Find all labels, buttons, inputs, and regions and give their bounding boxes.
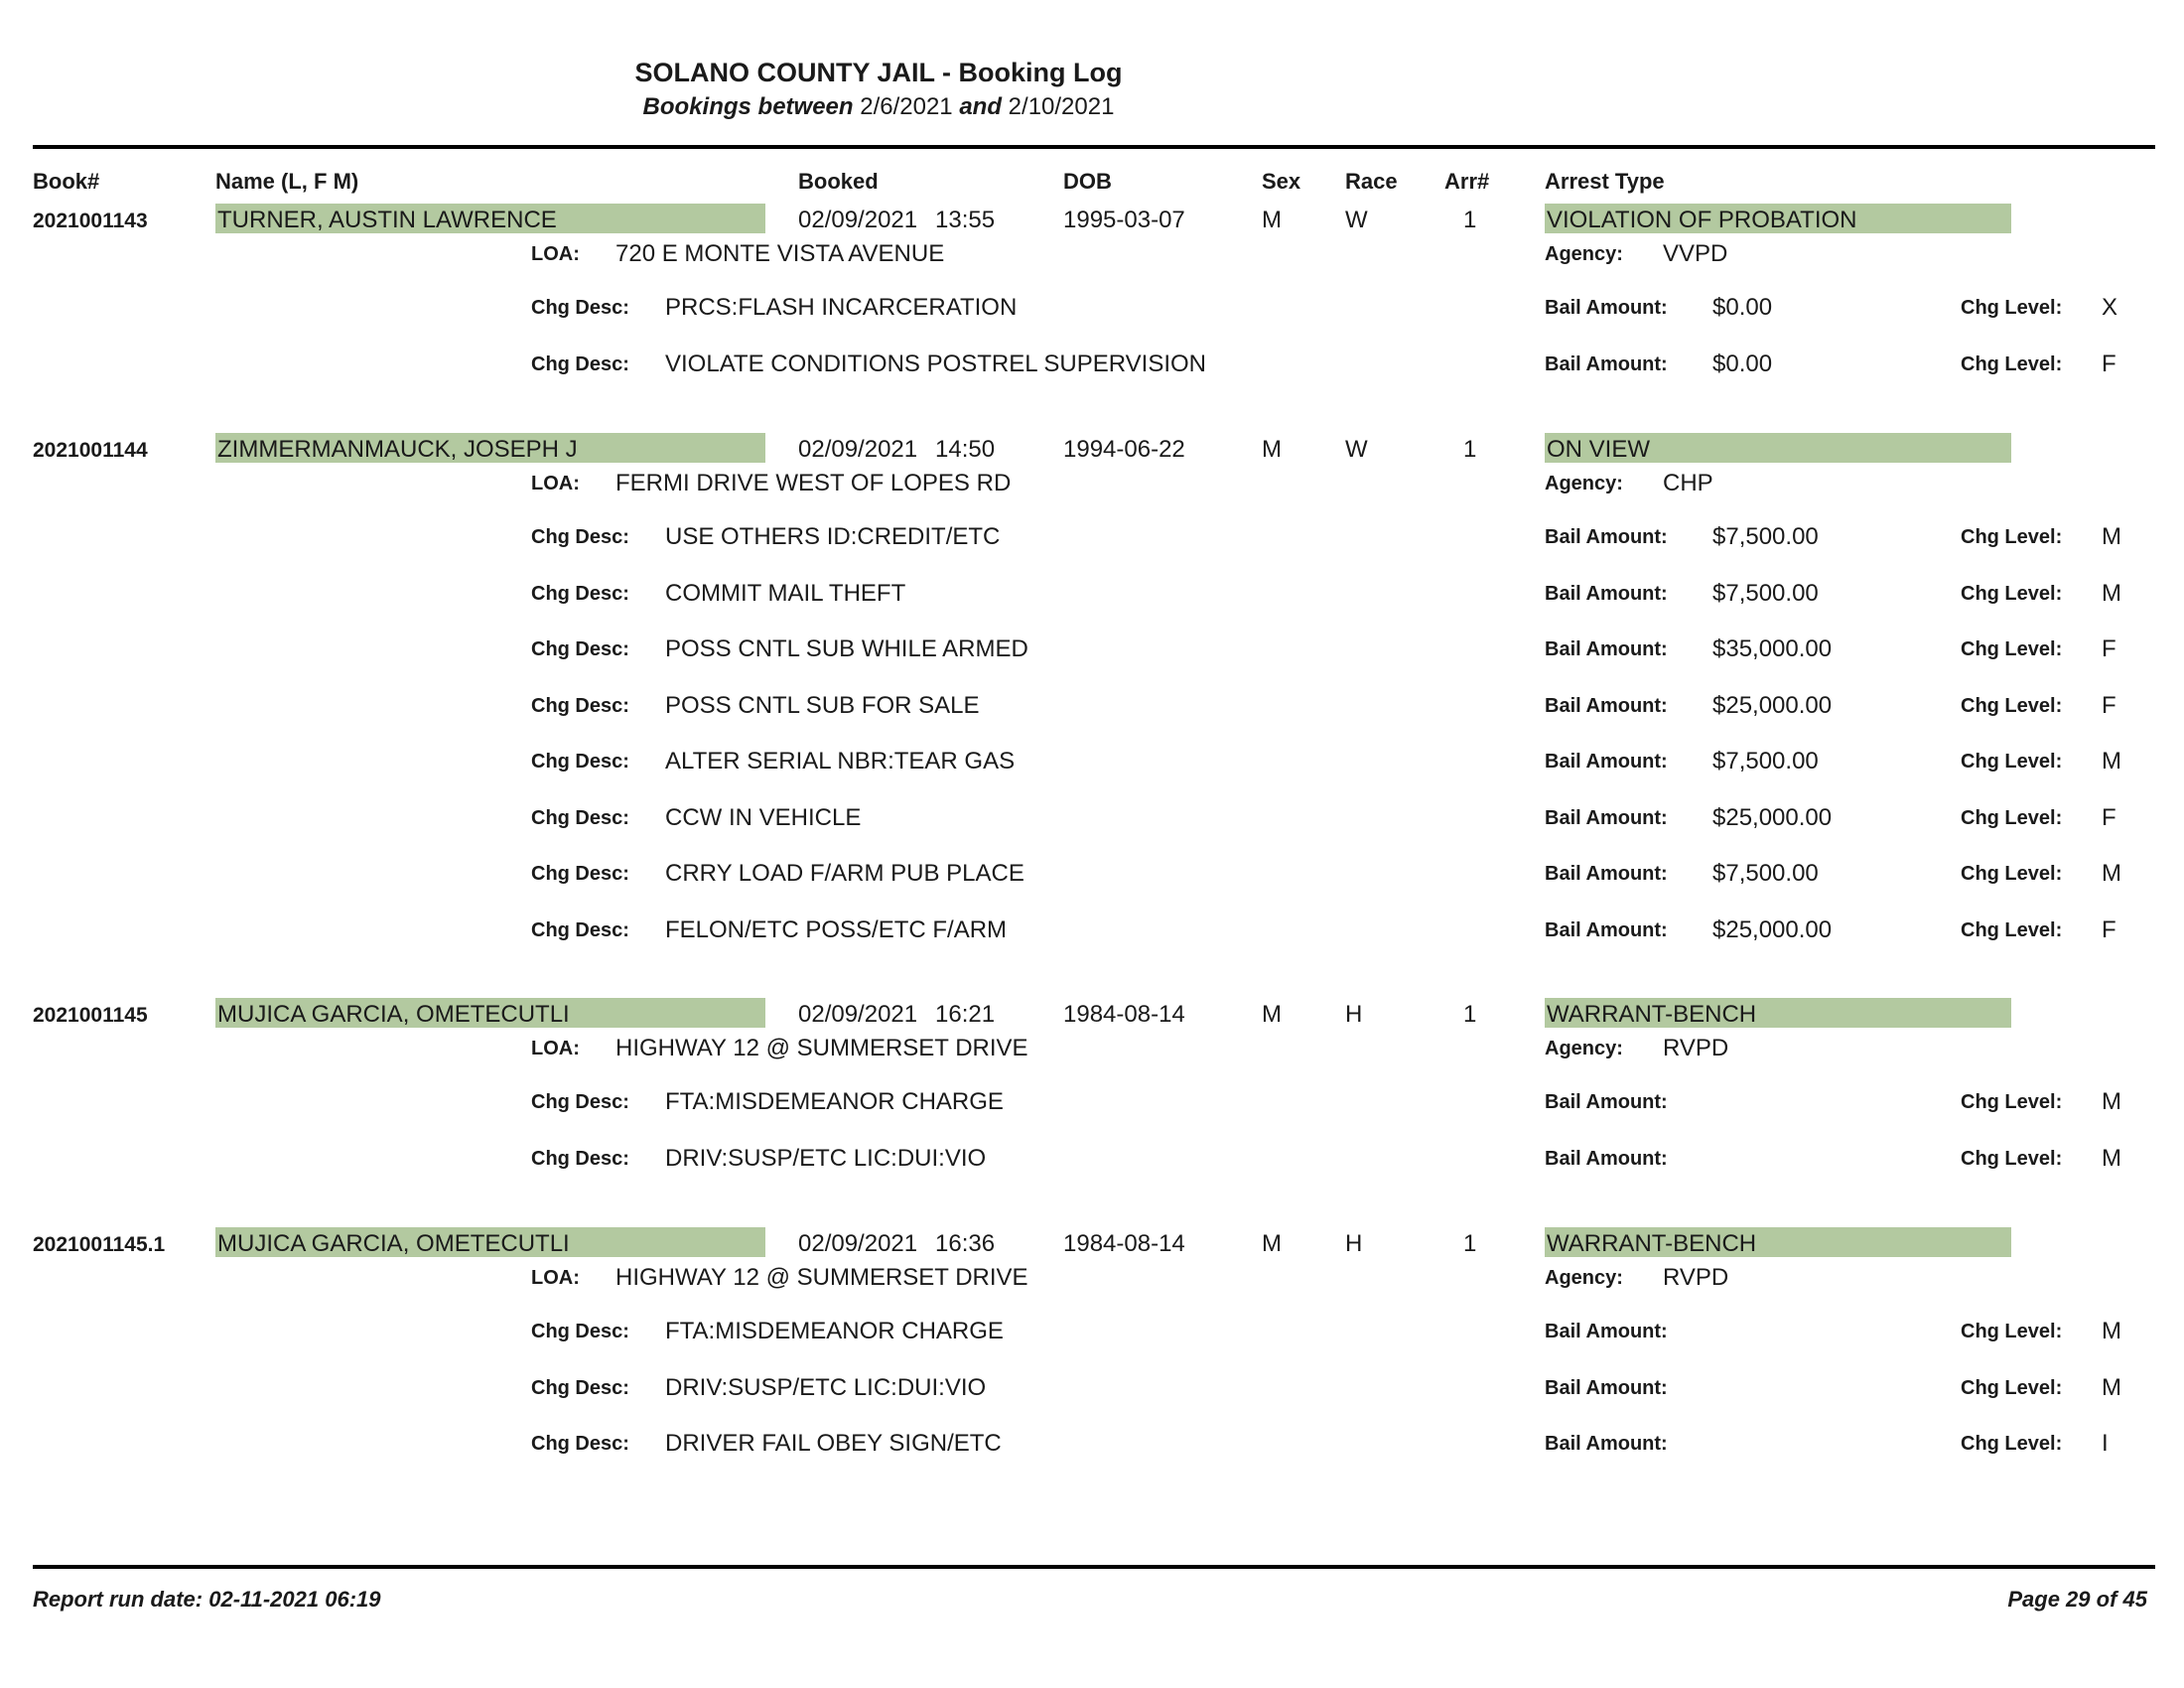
charge-description: DRIV:SUSP/ETC LIC:DUI:VIO (665, 1373, 987, 1401)
arrest-type: VIOLATION OF PROBATION (1547, 207, 1857, 233)
charge-description: PRCS:FLASH INCARCERATION (665, 294, 1018, 321)
arrest-count: 1 (1463, 1230, 1477, 1257)
charge-description: DRIV:SUSP/ETC LIC:DUI:VIO (665, 1144, 987, 1172)
race: W (1345, 436, 1368, 463)
col-name: Name (L, F M) (215, 169, 359, 194)
chg-desc-label: Chg Desc: (531, 1433, 629, 1455)
end-date: 2/10/2021 (1008, 93, 1115, 120)
chg-level-label: Chg Level: (1961, 1147, 2063, 1170)
bail-amount-label: Bail Amount: (1545, 751, 1668, 773)
chg-level-label: Chg Level: (1961, 1433, 2063, 1455)
arrest-type: WARRANT-BENCH (1547, 1001, 1757, 1028)
bail-amount-label: Bail Amount: (1545, 806, 1668, 829)
col-booked: Booked (798, 169, 879, 194)
booked-date: 02/09/2021 (798, 436, 918, 463)
chg-level-label: Chg Level: (1961, 638, 2063, 660)
chg-desc-label: Chg Desc: (531, 526, 629, 548)
booked-date: 02/09/2021 (798, 1230, 918, 1257)
chg-level-label: Chg Level: (1961, 1376, 2063, 1399)
charge-description: ALTER SERIAL NBR:TEAR GAS (665, 748, 1016, 774)
dob: 1984-08-14 (1063, 1001, 1185, 1028)
booking-name-highlight (215, 433, 765, 463)
start-date: 2/6/2021 (860, 93, 953, 120)
chg-desc-label: Chg Desc: (531, 638, 629, 660)
arrest-type-highlight (1545, 998, 2011, 1028)
agency-label: Agency: (1545, 243, 1623, 265)
dob: 1984-08-14 (1063, 1230, 1185, 1257)
report-subtitle (0, 93, 1757, 121)
loa-value: HIGHWAY 12 @ SUMMERSET DRIVE (615, 1035, 1028, 1061)
booking-number: 2021001144 (33, 439, 148, 462)
col-arrest-type: Arrest Type (1545, 169, 1665, 194)
bail-amount-label: Bail Amount: (1545, 863, 1668, 885)
arrest-type-highlight (1545, 204, 2011, 233)
bail-amount-label: Bail Amount: (1545, 526, 1668, 548)
agency-value: RVPD (1663, 1264, 1729, 1291)
header-rule (33, 145, 2155, 149)
charge-level: F (2102, 691, 2116, 719)
dob: 1994-06-22 (1063, 436, 1185, 463)
loa-label: LOA: (531, 1267, 580, 1289)
charge-level: M (2102, 860, 2121, 887)
bail-amount-label: Bail Amount: (1545, 1091, 1668, 1113)
subtitle-prefix: Bookings between (642, 93, 854, 120)
sex: M (1262, 1230, 1282, 1257)
arrest-count: 1 (1463, 207, 1477, 233)
chg-level-label: Chg Level: (1961, 526, 2063, 548)
charge-level: M (2102, 523, 2121, 550)
booked-time: 16:36 (935, 1230, 996, 1257)
agency-value: CHP (1663, 470, 1713, 496)
sex: M (1262, 207, 1282, 233)
charge-level: M (2102, 579, 2121, 607)
charge-level: F (2102, 803, 2116, 831)
agency-label: Agency: (1545, 1267, 1623, 1289)
chg-desc-label: Chg Desc: (531, 751, 629, 773)
chg-desc-label: Chg Desc: (531, 297, 629, 319)
chg-level-label: Chg Level: (1961, 297, 2063, 319)
col-race: Race (1345, 169, 1398, 194)
bail-amount: $25,000.00 (1712, 691, 1833, 719)
charge-description: CRRY LOAD F/ARM PUB PLACE (665, 860, 1024, 887)
chg-desc-label: Chg Desc: (531, 863, 629, 885)
charge-description: POSS CNTL SUB FOR SALE (665, 691, 980, 719)
chg-desc-label: Chg Desc: (531, 806, 629, 829)
booking-number: 2021001143 (33, 210, 148, 232)
bail-amount-label: Bail Amount: (1545, 694, 1668, 717)
agency-value: VVPD (1663, 240, 1728, 267)
bail-amount: $7,500.00 (1712, 860, 1819, 887)
loa-label: LOA: (531, 243, 580, 265)
charge-level: F (2102, 635, 2116, 662)
chg-level-label: Chg Level: (1961, 352, 2063, 375)
bail-amount: $0.00 (1712, 350, 1773, 377)
agency-label: Agency: (1545, 473, 1623, 494)
arrest-type: WARRANT-BENCH (1547, 1230, 1757, 1257)
report-title: SOLANO COUNTY JAIL - Booking Log (634, 58, 1123, 87)
bail-amount: $7,500.00 (1712, 523, 1819, 550)
report-run-date: Report run date: 02-11-2021 06:19 (33, 1587, 381, 1612)
chg-desc-label: Chg Desc: (531, 1376, 629, 1399)
arrest-count: 1 (1463, 436, 1477, 463)
bail-amount-label: Bail Amount: (1545, 918, 1668, 941)
bail-amount: $25,000.00 (1712, 803, 1833, 831)
booked-date: 02/09/2021 (798, 1001, 918, 1028)
chg-desc-label: Chg Desc: (531, 582, 629, 605)
sex: M (1262, 436, 1282, 463)
booked-time: 14:50 (935, 436, 996, 463)
inmate-name: ZIMMERMANMAUCK, JOSEPH J (217, 436, 578, 463)
booking-name-highlight (215, 1227, 765, 1257)
bail-amount-label: Bail Amount: (1545, 582, 1668, 605)
chg-level-label: Chg Level: (1961, 582, 2063, 605)
chg-level-label: Chg Level: (1961, 863, 2063, 885)
bail-amount: $7,500.00 (1712, 748, 1819, 774)
charge-description: VIOLATE CONDITIONS POSTREL SUPERVISION (665, 350, 1207, 377)
chg-level-label: Chg Level: (1961, 751, 2063, 773)
inmate-name: MUJICA GARCIA, OMETECUTLI (217, 1001, 570, 1028)
agency-value: RVPD (1663, 1035, 1729, 1061)
charge-description: POSS CNTL SUB WHILE ARMED (665, 635, 1028, 662)
race: H (1345, 1001, 1363, 1028)
charge-level: M (2102, 1373, 2121, 1401)
charge-level: I (2102, 1430, 2109, 1457)
booking-name-highlight (215, 998, 765, 1028)
col-sex: Sex (1262, 169, 1301, 194)
col-arr: Arr# (1444, 169, 1490, 194)
bail-amount: $35,000.00 (1712, 635, 1833, 662)
dob: 1995-03-07 (1063, 207, 1185, 233)
arrest-type-highlight (1545, 1227, 2011, 1257)
booking-name-highlight (215, 204, 765, 233)
bail-amount-label: Bail Amount: (1545, 638, 1668, 660)
col-book: Book# (33, 169, 100, 194)
chg-desc-label: Chg Desc: (531, 352, 629, 375)
charge-description: FELON/ETC POSS/ETC F/ARM (665, 915, 1008, 943)
bail-amount: $7,500.00 (1712, 579, 1819, 607)
loa-value: HIGHWAY 12 @ SUMMERSET DRIVE (615, 1264, 1028, 1291)
booked-time: 13:55 (935, 207, 996, 233)
booking-number: 2021001145 (33, 1004, 148, 1027)
chg-level-label: Chg Level: (1961, 694, 2063, 717)
charge-level: F (2102, 915, 2116, 943)
chg-level-label: Chg Level: (1961, 1321, 2063, 1342)
bail-amount-label: Bail Amount: (1545, 1433, 1668, 1455)
agency-label: Agency: (1545, 1038, 1623, 1059)
charge-description: FTA:MISDEMEANOR CHARGE (665, 1318, 1004, 1344)
footer-rule (33, 1565, 2155, 1569)
booked-date: 02/09/2021 (798, 207, 918, 233)
booking-number: 2021001145.1 (33, 1233, 166, 1256)
chg-desc-label: Chg Desc: (531, 918, 629, 941)
race: W (1345, 207, 1368, 233)
charge-level: M (2102, 748, 2121, 774)
loa-value: 720 E MONTE VISTA AVENUE (615, 240, 945, 267)
loa-value: FERMI DRIVE WEST OF LOPES RD (615, 470, 1012, 496)
chg-desc-label: Chg Desc: (531, 1321, 629, 1342)
bail-amount-label: Bail Amount: (1545, 1147, 1668, 1170)
charge-level: F (2102, 350, 2116, 377)
chg-level-label: Chg Level: (1961, 918, 2063, 941)
col-dob: DOB (1063, 169, 1112, 194)
booked-time: 16:21 (935, 1001, 996, 1028)
charge-level: M (2102, 1144, 2121, 1172)
bail-amount-label: Bail Amount: (1545, 297, 1668, 319)
charge-level: M (2102, 1088, 2121, 1115)
charge-description: FTA:MISDEMEANOR CHARGE (665, 1088, 1004, 1115)
inmate-name: MUJICA GARCIA, OMETECUTLI (217, 1230, 570, 1257)
sex: M (1262, 1001, 1282, 1028)
charge-description: USE OTHERS ID:CREDIT/ETC (665, 523, 1001, 550)
charge-description: CCW IN VEHICLE (665, 803, 862, 831)
chg-desc-label: Chg Desc: (531, 694, 629, 717)
race: H (1345, 1230, 1363, 1257)
charge-description: COMMIT MAIL THEFT (665, 579, 906, 607)
page-number: Page 29 of 45 (2007, 1587, 2147, 1612)
bail-amount-label: Bail Amount: (1545, 1376, 1668, 1399)
arrest-type-highlight (1545, 433, 2011, 463)
loa-label: LOA: (531, 473, 580, 494)
chg-desc-label: Chg Desc: (531, 1147, 629, 1170)
subtitle-and: and (959, 93, 1002, 120)
bail-amount: $25,000.00 (1712, 915, 1833, 943)
chg-level-label: Chg Level: (1961, 806, 2063, 829)
chg-level-label: Chg Level: (1961, 1091, 2063, 1113)
arrest-type: ON VIEW (1547, 436, 1651, 463)
bail-amount: $0.00 (1712, 294, 1773, 321)
charge-level: M (2102, 1318, 2121, 1344)
charge-description: DRIVER FAIL OBEY SIGN/ETC (665, 1430, 1002, 1457)
arrest-count: 1 (1463, 1001, 1477, 1028)
bail-amount-label: Bail Amount: (1545, 1321, 1668, 1342)
inmate-name: TURNER, AUSTIN LAWRENCE (217, 207, 557, 233)
bail-amount-label: Bail Amount: (1545, 352, 1668, 375)
chg-desc-label: Chg Desc: (531, 1091, 629, 1113)
charge-level: X (2102, 294, 2118, 321)
loa-label: LOA: (531, 1038, 580, 1059)
